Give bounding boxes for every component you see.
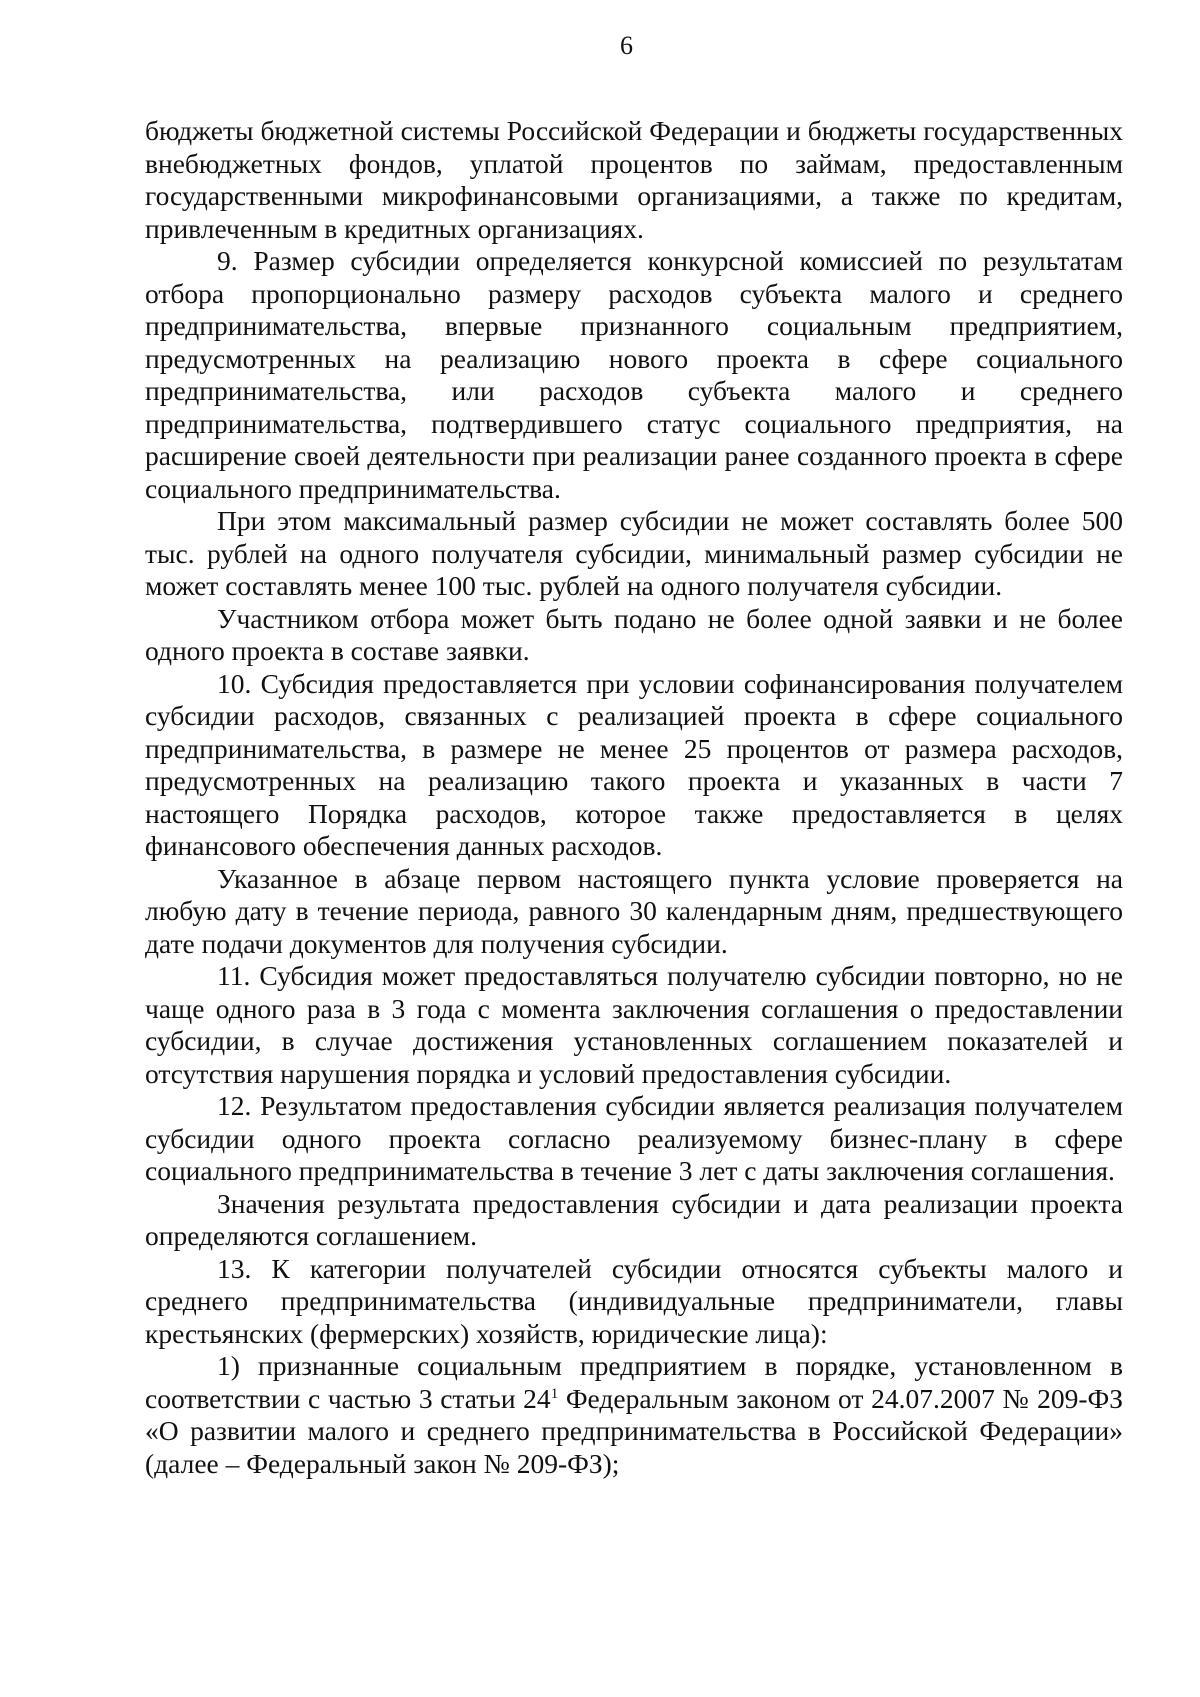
paragraph: 13. К категории получателей субсидии относятся субъекты малого и среднего предпринимательства (индивидуальные предприниматели, главы крестьянских (фермерских) хозяйств, юридические лица): — [145, 1252, 1123, 1349]
text-segment: Федеральным законом от 24.07.2007 № 209-ФЗ «О развитии малого и среднего предпринимательства в Российской Федерации» (далее – Федеральный закон № 209-ФЗ); — [145, 1382, 1123, 1479]
paragraph: бюджеты бюджетной системы Российской Федерации и бюджеты государственных внебюджетных фондов, уплатой процентов по займам, предоставленным государственными микрофинансовыми организациями, а также по кредитам, привлеченным в кредитных организациях. — [145, 115, 1123, 244]
document-body — [145, 115, 1123, 1480]
page-number: 6 — [620, 31, 633, 60]
text-segment: 1) признанные социальным предприятием в порядке, установленном в соответствии с частью 3 статьи 24 — [145, 1350, 1123, 1414]
superscript: 1 — [550, 1385, 559, 1402]
paragraph: Указанное в абзаце первом настоящего пункта условие проверяется на любую дату в течение периода, равного 30 календарным дням, предшествующего дате подачи документов для получения субсидии. — [145, 862, 1123, 959]
paragraph: 11. Субсидия может предоставляться получателю субсидии повторно, но не чаще одного раза в 3 года с момента заключения соглашения о предоставлении субсидии, в случае достижения установленных соглашением показателей и отсутствия нарушения порядка и условий предоставления субсидии. — [145, 960, 1123, 1089]
paragraph-with-footnote — [145, 1350, 1123, 1480]
paragraph: 12. Результатом предоставления субсидии является реализация получателем субсидии одного проекта согласно реализуемому бизнес-плану в сфере социального предпринимательства в течение 3 лет с даты заключения соглашения. — [145, 1090, 1123, 1186]
paragraph: 10. Субсидия предоставляется при условии софинансирования получателем субсидии расходов, связанных с реализацией проекта в сфере социального предпринимательства, в размере не менее 25 процентов от размера расходов, предусмотренных на реализацию такого проекта и указанных в части 7 настоящего Порядка расходов, которое также предоставляется в целях финансового обеспечения данных расходов. — [145, 667, 1123, 861]
paragraph: Участником отбора может быть подано не более одной заявки и не более одного проекта в составе заявки. — [145, 602, 1123, 666]
paragraph: 9. Размер субсидии определяется конкурсной комиссией по результатам отбора пропорционально размеру расходов субъекта малого и среднего предпринимательства, впервые признанного социальным предприятием, предусмотренных на реализацию нового проекта в сфере социального предпринимательства, или расходов субъекта малого и среднего предпринимательства, подтвердившего статус социального предприятия, на расширение своей деятельности при реализации ранее созданного проекта в сфере социального предпринимательства. — [145, 245, 1123, 504]
paragraph: Значения результата предоставления субсидии и дата реализации проекта определяются соглашением. — [145, 1187, 1123, 1251]
paragraph: При этом максимальный размер субсидии не может составлять более 500 тыс. рублей на одного получателя субсидии, минимальный размер субсидии не может составлять менее 100 тыс. рублей на одного получателя субсидии. — [145, 505, 1123, 601]
